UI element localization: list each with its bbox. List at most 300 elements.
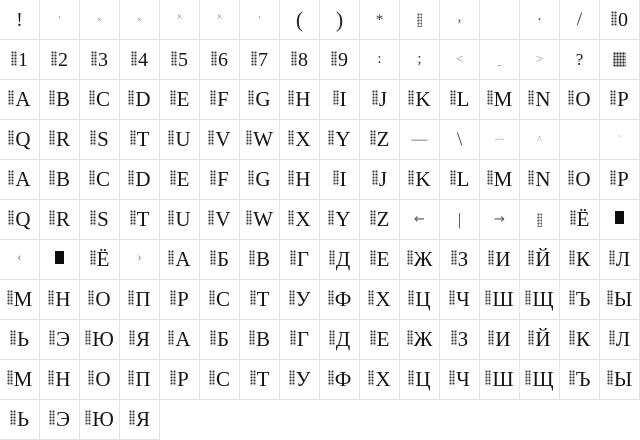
- glyph-cell: [440, 120, 480, 160]
- ornament-flourish-icon: [49, 130, 55, 145]
- glyph-cell: [600, 0, 640, 40]
- glyph-cell: [0, 200, 40, 240]
- glyph-cell: [120, 40, 160, 80]
- glyph-wrap: [370, 129, 390, 150]
- glyph: P: [617, 87, 629, 111]
- glyph: U: [175, 207, 191, 231]
- glyph: Ф: [334, 367, 352, 391]
- glyph-wrap: [168, 329, 190, 350]
- glyph-cell: [400, 200, 440, 240]
- glyph-cell: [320, 320, 360, 360]
- glyph-cell: [320, 40, 360, 80]
- glyph-wrap: [49, 89, 70, 110]
- glyph-row: [0, 240, 640, 280]
- glyph-wrap: [569, 289, 591, 310]
- glyph: Б: [216, 247, 230, 271]
- glyph: П: [135, 287, 151, 311]
- ornament-flourish-icon: [89, 90, 95, 105]
- ornament-flourish-icon: [171, 51, 177, 66]
- glyph: Ц: [415, 367, 431, 391]
- glyph-cell: [480, 80, 520, 120]
- ornament-flourish-icon: [170, 90, 176, 105]
- glyph: W: [253, 207, 273, 231]
- ornament-flourish-icon: [449, 290, 455, 305]
- ornament-flourish-icon: [48, 370, 54, 385]
- glyph: |: [457, 210, 462, 229]
- ornament-flourish-icon: [610, 90, 616, 105]
- glyph-cell: [440, 320, 480, 360]
- glyph-cell: [400, 0, 440, 40]
- glyph: L: [456, 167, 470, 191]
- glyph: →: [494, 212, 505, 227]
- glyph-wrap: [8, 89, 30, 110]
- ornament-flourish-icon: [8, 90, 14, 105]
- glyph: O: [575, 167, 591, 191]
- glyph-wrap: [457, 9, 462, 25]
- glyph: `: [617, 135, 622, 146]
- glyph: B: [55, 167, 70, 191]
- missing-glyph-box: [55, 251, 64, 264]
- glyph-cell: [520, 200, 560, 240]
- glyph-wrap: [295, 6, 304, 32]
- glyph-cell: [0, 160, 40, 200]
- glyph-cell: [360, 120, 400, 160]
- ornament-flourish-icon: [248, 170, 254, 185]
- glyph-wrap: [48, 289, 70, 310]
- glyph-wrap: [376, 11, 384, 28]
- glyph: 2: [58, 48, 68, 71]
- glyph-row: [0, 120, 640, 160]
- glyph-wrap: [90, 249, 110, 270]
- glyph-wrap: [577, 10, 582, 29]
- glyph-cell: [440, 40, 480, 80]
- ornament-flourish-icon: [570, 210, 576, 225]
- glyph: К: [575, 247, 590, 271]
- glyph: \: [456, 129, 463, 150]
- ornament-flourish-icon: [569, 290, 575, 305]
- glyph: G: [255, 87, 271, 111]
- glyph-wrap: [408, 89, 430, 110]
- glyph: D: [135, 167, 151, 191]
- glyph-cell: [520, 120, 560, 160]
- glyph-cell: [400, 360, 440, 400]
- glyph: V: [215, 207, 231, 231]
- glyph-cell: [80, 200, 120, 240]
- ornament-flourish-icon: [88, 290, 94, 305]
- ornament-flourish-icon: [250, 290, 256, 305]
- ornament-flourish-icon: [170, 290, 176, 305]
- ornament-flourish-icon: [370, 130, 376, 145]
- ornament-flourish-icon: [329, 250, 335, 265]
- glyph-wrap: [88, 289, 110, 310]
- glyph-wrap: [49, 169, 70, 190]
- ornament-flourish-icon: [288, 90, 294, 105]
- glyph-cell: [240, 40, 280, 80]
- glyph-wrap: [495, 136, 505, 144]
- glyph-cell: [480, 120, 520, 160]
- glyph-cell: [0, 240, 40, 280]
- glyph-cell: [80, 360, 120, 400]
- ornament-flourish-icon: [488, 250, 494, 265]
- ornament-flourish-icon: [451, 330, 457, 345]
- glyph-wrap: [333, 169, 347, 190]
- glyph-cell: [560, 280, 600, 320]
- ornament-flourish-icon: [368, 370, 374, 385]
- glyph: ;: [417, 51, 422, 67]
- glyph-cell: [240, 200, 280, 240]
- glyph-cell: [320, 280, 360, 320]
- ornament-flourish-icon: [49, 330, 55, 345]
- glyph-wrap: [259, 13, 261, 26]
- ornament-flourish-icon: [170, 370, 176, 385]
- glyph-row: [0, 160, 640, 200]
- glyph: L: [456, 87, 470, 111]
- glyph: Щ: [532, 287, 554, 311]
- glyph-cell: [560, 120, 600, 160]
- ornament-flourish-icon: [568, 170, 574, 185]
- glyph: Е: [376, 247, 390, 271]
- glyph-cell: [280, 40, 320, 80]
- glyph-cell: [160, 80, 200, 120]
- glyph-cell: [0, 360, 40, 400]
- glyph: (: [295, 6, 304, 32]
- glyph-wrap: [97, 13, 103, 26]
- glyph-cell: [400, 80, 440, 120]
- glyph: Z: [376, 127, 390, 151]
- glyph-wrap: [168, 129, 190, 150]
- glyph-cell: [360, 280, 400, 320]
- glyph-wrap: [128, 369, 150, 390]
- ornament-flourish-icon: [328, 370, 334, 385]
- glyph-cell: [40, 120, 80, 160]
- glyph-wrap: [128, 289, 150, 310]
- glyph: Р: [177, 287, 189, 311]
- glyph: .: [537, 8, 542, 24]
- glyph-cell: [520, 240, 560, 280]
- ornament-flourish-icon: [408, 370, 414, 385]
- glyph-cell: [560, 40, 600, 80]
- glyph-cell: [200, 320, 240, 360]
- glyph-wrap: [55, 255, 64, 264]
- glyph-cell: [0, 280, 40, 320]
- glyph: ?: [575, 50, 584, 69]
- glyph: 5: [178, 48, 188, 71]
- glyph-cell: [240, 280, 280, 320]
- ornament-flourish-icon: [451, 250, 457, 265]
- glyph-wrap: [210, 89, 229, 110]
- glyph-cell: [200, 120, 240, 160]
- glyph-cell: [440, 0, 480, 40]
- glyph: Ы: [613, 367, 633, 391]
- ornament-flourish-icon: [607, 290, 613, 305]
- ornament-flourish-icon: [525, 290, 531, 305]
- ornament-flourish-icon: [90, 250, 96, 265]
- glyph-cell: [120, 0, 160, 40]
- missing-glyph-box: [615, 211, 624, 224]
- glyph: Ë: [576, 207, 590, 231]
- ornament-flourish-icon: [8, 170, 14, 185]
- glyph-wrap: [249, 249, 270, 270]
- glyph-wrap: [368, 289, 390, 310]
- glyph-wrap: [537, 134, 542, 146]
- glyph-cell: [200, 200, 240, 240]
- glyph-wrap: [288, 129, 310, 150]
- glyph-wrap: [211, 50, 228, 70]
- glyph: ×: [136, 15, 143, 26]
- glyph: Ь: [16, 327, 30, 351]
- ornament-flourish-icon: [370, 210, 376, 225]
- glyph-cell: [480, 360, 520, 400]
- glyph-wrap: [89, 169, 110, 190]
- glyph-wrap: [248, 169, 270, 190]
- glyph-cell: [240, 120, 280, 160]
- glyph: T: [136, 207, 150, 231]
- ornament-flourish-icon: [129, 330, 135, 345]
- ornament-flourish-icon: [85, 330, 91, 345]
- glyph-cell: [320, 120, 360, 160]
- glyph-cell: [0, 120, 40, 160]
- ornament-flourish-icon: [8, 210, 14, 225]
- glyph-wrap: [329, 329, 350, 350]
- glyph-wrap: [487, 169, 513, 190]
- ornament-flourish-icon: [611, 11, 617, 26]
- ornament-flourish-icon: [11, 51, 17, 66]
- glyph: Ъ: [575, 367, 591, 391]
- glyph-wrap: [17, 250, 22, 265]
- glyph: X: [295, 127, 311, 151]
- glyph-wrap: [568, 89, 590, 110]
- glyph-wrap: [129, 329, 150, 350]
- glyph: P: [617, 167, 629, 191]
- ornament-flourish-icon: [130, 130, 136, 145]
- glyph-cell: [600, 360, 640, 400]
- glyph-cell: [360, 240, 400, 280]
- glyph-wrap: [455, 50, 464, 66]
- glyph-wrap: [85, 409, 114, 430]
- glyph: Y: [335, 127, 351, 151]
- glyph: И: [495, 247, 511, 271]
- glyph-wrap: [51, 50, 68, 70]
- glyph-cell: [360, 40, 400, 80]
- glyph-wrap: [618, 133, 621, 146]
- ornament-flourish-icon: [290, 330, 296, 345]
- glyph-cell: [360, 360, 400, 400]
- ornament-flourish-icon: [210, 330, 216, 345]
- glyph-wrap: [49, 409, 70, 430]
- glyph-wrap: [328, 369, 352, 390]
- glyph: X: [295, 207, 311, 231]
- glyph-cell: [160, 40, 200, 80]
- glyph-wrap: [407, 249, 433, 270]
- glyph-wrap: [370, 249, 390, 270]
- glyph-wrap: [525, 289, 553, 310]
- ornament-flourish-icon: [130, 210, 136, 225]
- glyph-cell: [200, 0, 240, 40]
- glyph-wrap: [407, 329, 433, 350]
- glyph-cell: [160, 120, 200, 160]
- glyph-wrap: [408, 369, 430, 390]
- glyph-wrap: [498, 49, 502, 71]
- glyph-wrap: [569, 329, 590, 350]
- ornament-flourish-icon: [208, 210, 214, 225]
- glyph-wrap: [170, 89, 190, 110]
- glyph-wrap: [569, 249, 590, 270]
- glyph: Я: [135, 327, 150, 351]
- glyph-cell: [280, 320, 320, 360]
- glyph: И: [495, 327, 511, 351]
- glyph-wrap: [372, 169, 387, 190]
- glyph: Г: [296, 327, 310, 351]
- glyph: Т: [256, 367, 270, 391]
- ornament-flourish-icon: [168, 130, 174, 145]
- glyph-wrap: [370, 209, 390, 230]
- glyph-wrap: [88, 369, 110, 390]
- glyph-wrap: [208, 209, 230, 230]
- ornament-flourish-icon: [449, 370, 455, 385]
- glyph-cell: [80, 40, 120, 80]
- glyph-cell: [80, 120, 120, 160]
- glyph-wrap: [328, 129, 350, 150]
- ornament-flourish-icon: [49, 410, 55, 425]
- glyph-wrap: [537, 213, 542, 227]
- glyph-cell: [520, 280, 560, 320]
- glyph-wrap: [607, 369, 632, 390]
- glyph: Х: [375, 287, 391, 311]
- glyph-cell: [520, 40, 560, 80]
- ornament-flourish-icon: [210, 90, 216, 105]
- glyph-wrap: [568, 169, 590, 190]
- glyph-cell: [400, 280, 440, 320]
- ornament-flourish-icon: [528, 330, 534, 345]
- glyph: Щ: [532, 367, 554, 391]
- ornament-flourish-icon: [91, 51, 97, 66]
- glyph: 8: [298, 48, 308, 71]
- glyph: Z: [376, 207, 390, 231]
- glyph-cell: [80, 0, 120, 40]
- glyph-wrap: [576, 51, 584, 68]
- glyph: N: [535, 167, 551, 191]
- glyph-cell: [120, 320, 160, 360]
- glyph-cell: [600, 200, 640, 240]
- glyph-wrap: [250, 289, 270, 310]
- glyph-cell: [360, 320, 400, 360]
- ornament-flourish-icon: [49, 90, 55, 105]
- glyph: R: [55, 207, 70, 231]
- glyph: Ч: [456, 367, 470, 391]
- glyph: 3: [98, 48, 108, 71]
- glyph-wrap: [130, 209, 150, 230]
- glyph-cell: [480, 320, 520, 360]
- glyph-cell: [120, 360, 160, 400]
- glyph-row: [0, 80, 640, 120]
- ornament-flourish-icon: [291, 51, 297, 66]
- glyph-cell: [160, 160, 200, 200]
- glyph-cell: [280, 120, 320, 160]
- ornament-flourish-icon: [211, 51, 217, 66]
- glyph-wrap: [570, 209, 590, 230]
- glyph: ×: [216, 11, 223, 23]
- ornament-flourish-icon: [328, 130, 334, 145]
- glyph-cell: [360, 200, 400, 240]
- glyph-cell: [240, 0, 280, 40]
- glyph-cell: [360, 0, 400, 40]
- glyph-wrap: [59, 13, 61, 26]
- ornament-flourish-icon: [289, 370, 295, 385]
- glyph-wrap: [288, 169, 310, 190]
- glyph: ): [335, 6, 344, 32]
- glyph: Й: [535, 247, 551, 271]
- glyph-wrap: [611, 10, 628, 30]
- ornament-flourish-icon: [10, 410, 16, 425]
- ornament-flourish-icon: [89, 170, 95, 185]
- glyph-cell: [120, 200, 160, 240]
- ornament-flourish-icon: [210, 250, 216, 265]
- glyph-cell: [280, 280, 320, 320]
- glyph-cell: [40, 240, 80, 280]
- glyph: С: [215, 367, 230, 391]
- glyph: Г: [296, 247, 310, 271]
- glyph-cell: [120, 400, 160, 440]
- glyph-cell: [560, 80, 600, 120]
- glyph-cell: [520, 80, 560, 120]
- glyph-wrap: [129, 409, 150, 430]
- glyph-cell: [440, 80, 480, 120]
- glyph-wrap: [417, 13, 422, 27]
- ornament-flourish-icon: [290, 250, 296, 265]
- glyph: F: [217, 87, 229, 111]
- glyph-wrap: [49, 129, 70, 150]
- glyph-wrap: [90, 129, 109, 150]
- glyph: E: [176, 167, 190, 191]
- ornament-flourish-icon: [485, 290, 491, 305]
- glyph-wrap: [331, 50, 348, 70]
- glyph: ›: [137, 250, 142, 265]
- ornament-flourish-icon: [90, 210, 96, 225]
- glyph-wrap: [168, 209, 190, 230]
- glyph-cell: [0, 320, 40, 360]
- glyph-cell: [360, 160, 400, 200]
- glyph: Q: [15, 127, 31, 151]
- ornament-flourish-icon: [331, 51, 337, 66]
- glyph: E: [176, 87, 190, 111]
- ornament-flourish-icon: [131, 51, 137, 66]
- glyph: 6: [218, 48, 228, 71]
- glyph: A: [15, 167, 31, 191]
- glyph: Д: [335, 247, 351, 271]
- glyph-cell: [160, 360, 200, 400]
- ornament-flourish-icon: [209, 370, 215, 385]
- ornament-flourish-icon: [407, 250, 413, 265]
- glyph: В: [255, 327, 270, 351]
- ornament-flourish-icon: [88, 370, 94, 385]
- glyph-cell: [160, 0, 200, 40]
- glyph: —: [411, 130, 428, 148]
- glyph-cell: [320, 0, 360, 40]
- glyph: Ы: [613, 287, 633, 311]
- ornament-flourish-icon: [248, 90, 254, 105]
- glyph: O: [575, 87, 591, 111]
- ornament-flourish-icon: [328, 210, 334, 225]
- glyph: Н: [55, 287, 71, 311]
- glyph-cell: [400, 120, 440, 160]
- glyph-wrap: [569, 369, 591, 390]
- glyph-cell: [160, 240, 200, 280]
- glyph: *: [375, 12, 384, 28]
- glyph-wrap: [494, 213, 505, 226]
- glyph-cell: [440, 200, 480, 240]
- glyph: У: [295, 287, 311, 311]
- glyph-cell: [40, 0, 80, 40]
